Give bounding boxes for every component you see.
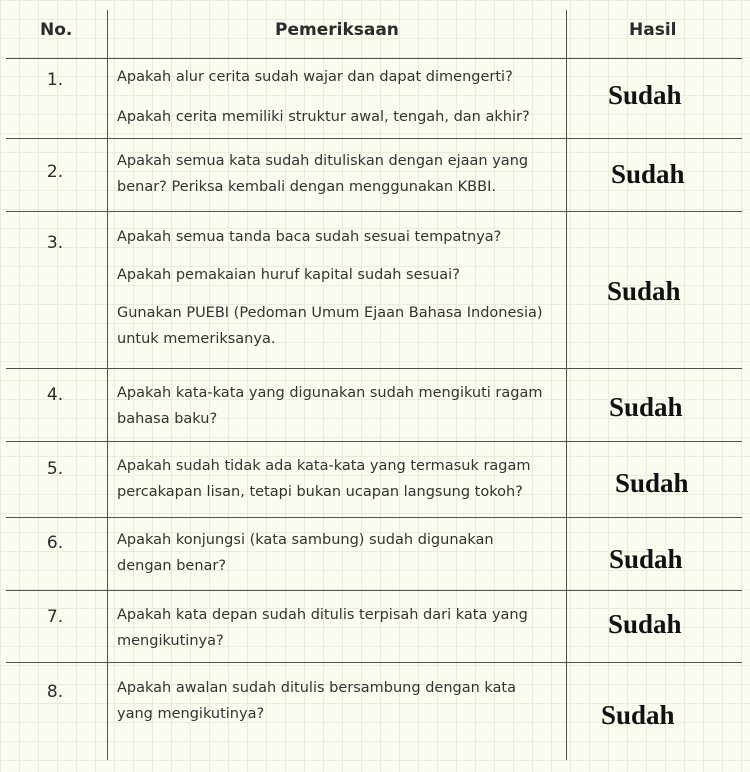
result-text: Sudah [601, 700, 675, 730]
row-divider [6, 662, 742, 663]
question-text: Apakah semua tanda baca sudah sesuai tempatnya? [117, 229, 502, 245]
row-number: 5. [46, 459, 64, 479]
result-text: Sudah [609, 544, 683, 574]
row-questions [117, 453, 557, 505]
result-text: Sudah [615, 468, 689, 498]
row-divider [6, 58, 742, 59]
row-number: 2. [46, 162, 64, 182]
row-divider [6, 517, 742, 518]
column-divider-right [566, 10, 567, 760]
row-divider [6, 368, 742, 369]
header-no: No. [40, 20, 73, 40]
row-number: 4. [46, 385, 64, 405]
column-divider-left [107, 10, 108, 760]
result-text: Sudah [607, 276, 681, 306]
row-number: 7. [46, 607, 64, 627]
row-number: 6. [46, 533, 64, 553]
row-number: 1. [46, 70, 64, 90]
row-questions [117, 675, 537, 727]
question-text: Apakah pemakaian huruf kapital sudah sesuai? [117, 267, 460, 283]
header-hasil: Hasil [629, 20, 677, 40]
row-divider [6, 590, 742, 591]
row-questions [117, 380, 557, 432]
header-pemeriksaan: Pemeriksaan [275, 20, 399, 40]
row-questions [117, 602, 557, 654]
result-text: Sudah [608, 609, 682, 639]
result-text: Sudah [609, 392, 683, 422]
question-text: Apakah sudah tidak ada kata-kata yang termasuk ragam percakapan lisan, tetapi bukan ucapan langsung tokoh? [117, 458, 531, 500]
question-text: Gunakan PUEBI (Pedoman Umum Ejaan Bahasa Indonesia) untuk memeriksanya. [117, 305, 543, 347]
row-divider [6, 441, 742, 442]
question-text: Apakah semua kata sudah dituliskan dengan ejaan yang benar? Periksa kembali dengan menggunakan KBBI. [117, 153, 529, 195]
row-questions [117, 64, 557, 130]
row-questions [117, 527, 517, 579]
question-text: Apakah kata depan sudah ditulis terpisah dari kata yang mengikutinya? [117, 607, 528, 649]
row-number: 3. [46, 233, 64, 253]
question-text: Apakah cerita memiliki struktur awal, tengah, dan akhir? [117, 109, 530, 125]
row-number: 8. [46, 682, 64, 702]
result-text: Sudah [611, 159, 685, 189]
row-divider [6, 138, 742, 139]
question-text: Apakah awalan sudah ditulis bersambung dengan kata yang mengikutinya? [117, 680, 516, 722]
row-questions [117, 224, 557, 352]
row-divider [6, 211, 742, 212]
question-text: Apakah alur cerita sudah wajar dan dapat dimengerti? [117, 69, 513, 85]
question-text: Apakah konjungsi (kata sambung) sudah digunakan dengan benar? [117, 532, 494, 574]
question-text: Apakah kata-kata yang digunakan sudah mengikuti ragam bahasa baku? [117, 385, 543, 427]
row-questions [117, 148, 547, 200]
result-text: Sudah [608, 80, 682, 110]
